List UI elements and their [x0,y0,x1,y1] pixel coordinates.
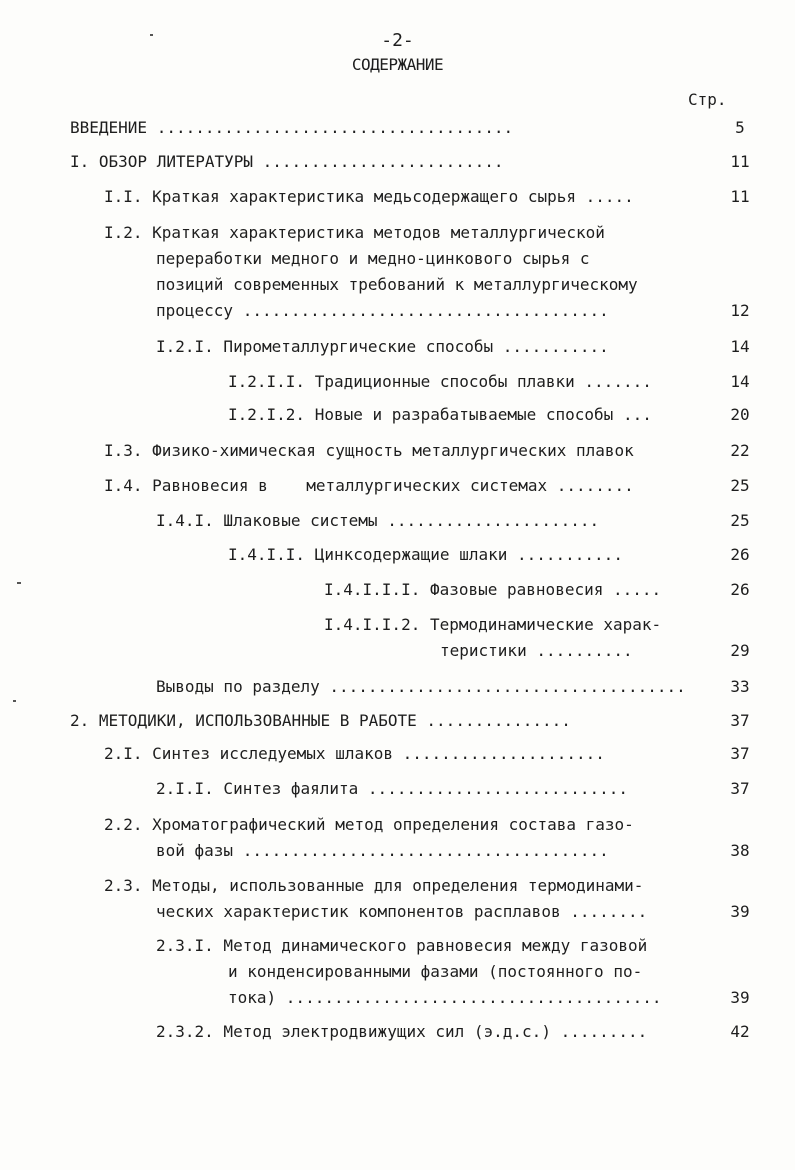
toc-page-number: 11 [730,187,750,206]
toc-entry-line: переработки медного и медно-цинкового сырья с [156,249,590,268]
toc-entry-line: процессу ...................................... [156,301,609,320]
toc-entry-line: ВВЕДЕНИЕ ..................................... [70,118,514,137]
toc-entry-line: 2.I. Синтез исследуемых шлаков ..................... [104,744,605,763]
toc-entry-line: 2.3.2. Метод электродвижущих сил (э.д.с.) ......... [156,1022,648,1041]
toc-entry-line: I.3. Физико-химическая сущность металлургических плавок [104,441,634,460]
toc-entry-line: I.4.I.I. Цинксодержащие шлаки ........... [228,545,623,564]
toc-entry-line: вой фазы ...................................... [156,841,609,860]
toc-entry-line: Выводы по разделу ..................................... [156,677,686,696]
toc-page-number: 14 [730,372,750,391]
toc-page-number: 12 [730,301,750,320]
scan-speck [150,34,153,36]
toc-entry-line: I.I. Краткая характеристика медьсодержащего сырья ..... [104,187,634,206]
toc-entry-line: позиций современных требований к металлургическому [156,275,638,294]
toc-entry-line: I. ОБЗОР ЛИТЕРАТУРЫ ......................... [70,152,504,171]
toc-entry-line: I.4.I. Шлаковые системы ...................... [156,511,600,530]
toc-entry-line: I.2.I.I. Традиционные способы плавки ....... [228,372,652,391]
toc-page-number: 33 [730,677,750,696]
toc-entry-line: ческих характеристик компонентов расплавов ........ [156,902,648,921]
toc-page-number: 29 [730,641,750,660]
toc-page-number: 39 [730,988,750,1007]
toc-page-number: 25 [730,511,750,530]
toc-page-number: 39 [730,902,750,921]
toc-entry-line: 2.I.I. Синтез фаялита ........................... [156,779,629,798]
toc-page-number: 25 [730,476,750,495]
toc-page-number: 26 [730,580,750,599]
page-number: -2- [381,30,414,51]
scan-speck [17,582,21,584]
toc-page-number: 26 [730,545,750,564]
toc-entry-line: и конденсированными фазами (постоянного по- [228,962,643,981]
toc-page-number: 37 [730,711,750,730]
toc-page-number: 42 [730,1022,750,1041]
toc-page-number: 11 [730,152,750,171]
page-title: СОДЕРЖАНИЕ [351,55,444,74]
toc-entry-line: I.2.I. Пирометаллургические способы ........... [156,337,609,356]
scan-speck [13,700,16,702]
toc-entry-line: 2.2. Хроматографический метод определения состава газо- [104,815,634,834]
toc-entry-line: I.4.I.I.2. Термодинамические харак- [324,615,662,634]
toc-entry-line: 2. МЕТОДИКИ, ИСПОЛЬЗОВАННЫЕ В РАБОТЕ ............... [70,711,571,730]
toc-entry-line: теристики .......... [440,641,633,660]
toc-entry-line: I.4.I.I.I. Фазовые равновесия ..... [324,580,662,599]
toc-entry-line: 2.3. Методы, использованные для определения термодинами- [104,876,644,895]
toc-entry-line: 2.3.I. Метод динамического равновесия между газовой [156,936,648,955]
toc-page-number: 37 [730,744,750,763]
toc-page-number: 14 [730,337,750,356]
toc-page-number: 37 [730,779,750,798]
toc-page-number: 20 [730,405,750,424]
toc-page-number: 5 [735,118,745,137]
toc-entry-line: тока) ....................................... [228,988,662,1007]
toc-entry-line: I.2. Краткая характеристика методов металлургической [104,223,605,242]
toc-page-number: 22 [730,441,750,460]
toc-page-number: 38 [730,841,750,860]
page-column-label: Стр. [688,90,727,109]
toc-entry-line: I.2.I.2. Новые и разрабатываемые способы ... [228,405,652,424]
toc-entry-line: I.4. Равновесия в металлургических системах ........ [104,476,634,495]
